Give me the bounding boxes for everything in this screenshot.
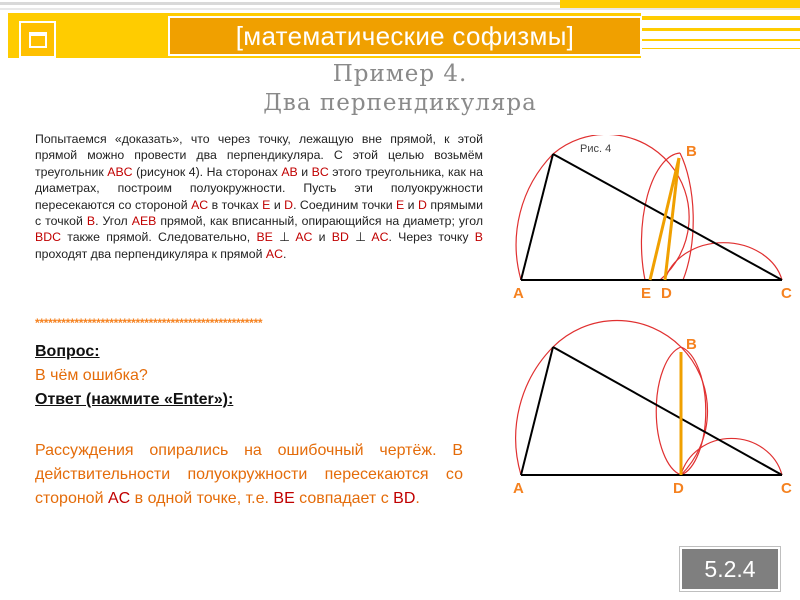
intro-highlight: BD — [331, 230, 349, 245]
point-label-d-1: D — [661, 285, 672, 302]
arc-bc-2b — [681, 347, 706, 475]
window-icon-button[interactable] — [19, 21, 56, 58]
answer-label[interactable]: Ответ (нажмите «Enter»): — [35, 391, 234, 408]
question-text: В чём ошибка? — [35, 367, 148, 384]
segment-bd-1 — [665, 158, 679, 280]
arc-dc-2 — [681, 438, 782, 475]
intro-highlight: E — [262, 197, 271, 212]
arc-bc-1b — [680, 153, 693, 280]
answer-paragraph — [35, 439, 463, 511]
intro-highlight: B — [86, 214, 96, 229]
point-label-c-1: C — [781, 285, 792, 302]
intro-text: прямой, как вписанный, опирающийся на диаметр; угол — [156, 214, 483, 229]
point-label-c-2: C — [781, 480, 792, 497]
intro-highlight: AC — [191, 197, 209, 212]
section-title: [математические софизмы] — [168, 16, 642, 56]
intro-highlight: AC — [265, 246, 283, 261]
answer-text: совпадает с — [294, 490, 394, 507]
intro-text: этого треугольника, как на диаметрах, построим полуокружности. Пусть эти полуокружности пересекаются со стороной — [35, 164, 484, 212]
intro-text: и — [312, 230, 332, 245]
slide-title-line1: Пример 4. — [332, 61, 468, 87]
answer-highlight: BD — [393, 490, 416, 507]
figure-caption: Рис. 4 — [580, 143, 612, 155]
intro-text: . Соединим точки — [293, 197, 397, 212]
point-label-b-2: B — [686, 336, 697, 353]
window-icon — [29, 32, 47, 48]
intro-text: Попытаемся «доказать», что через точку, лежащую вне прямой, к этой прямой можно провести два перпендикуляра. С этой целью возьмём треугольник — [35, 132, 483, 179]
intro-highlight: E — [396, 197, 405, 212]
intro-text: проходят два перпендикуляра к прямой — [35, 246, 266, 261]
intro-text: и — [270, 197, 285, 212]
point-label-a-1: A — [513, 285, 524, 302]
intro-highlight: AC — [371, 230, 389, 245]
slide-title-line2: Два перпендикуляра — [263, 90, 537, 116]
intro-highlight: BE — [256, 230, 273, 245]
intro-highlight: D — [284, 197, 294, 212]
intro-text: также прямой. Следовательно, — [60, 230, 257, 245]
intro-paragraph — [35, 131, 483, 262]
intro-text: и — [297, 164, 312, 179]
question-label: Вопрос: — [35, 343, 100, 360]
arc-ab-2b — [553, 320, 708, 475]
intro-highlight: B — [474, 230, 483, 245]
intro-text: (рисунок 4). На сторонах — [132, 164, 282, 179]
intro-highlight: AC — [295, 230, 313, 245]
point-label-d-2: D — [673, 480, 684, 497]
answer-text: Рассуждения опирались на ошибочный чертёж. В действительности полуокружности пересекаются со стороной — [35, 442, 463, 507]
point-label-e-1: E — [641, 285, 652, 302]
slide-number-badge: 5.2.4 — [680, 547, 780, 591]
intro-text: и — [404, 197, 419, 212]
answer-text: . — [415, 490, 420, 507]
intro-text: . — [282, 246, 287, 261]
slide-title — [225, 60, 575, 118]
intro-text: . Через точку — [388, 230, 475, 245]
separator-stars: **************************************************** — [35, 316, 263, 330]
intro-text: в точках — [208, 197, 263, 212]
answer-highlight: AC — [107, 490, 131, 507]
intro-highlight: ABC — [107, 164, 133, 179]
point-label-a-2: A — [513, 480, 524, 497]
intro-highlight: AB — [281, 164, 298, 179]
intro-highlight: AEB — [131, 214, 157, 229]
header-bar — [8, 13, 641, 58]
geometry-figures — [505, 135, 800, 505]
point-label-b-1: B — [686, 143, 697, 160]
intro-text: прямыми с точкой — [35, 197, 483, 229]
intro-text: ⊥ — [348, 230, 372, 245]
intro-text: . Угол — [95, 214, 132, 229]
answer-text: в одной точке, т.е. — [130, 490, 274, 507]
figure-1 — [513, 135, 792, 302]
side-bc-2 — [553, 347, 782, 475]
intro-highlight: BC — [311, 164, 329, 179]
intro-highlight: D — [418, 197, 427, 212]
intro-highlight: BDC — [35, 230, 61, 245]
figure-2 — [513, 320, 792, 497]
answer-highlight: BE — [273, 490, 295, 507]
intro-text: ⊥ — [272, 230, 296, 245]
